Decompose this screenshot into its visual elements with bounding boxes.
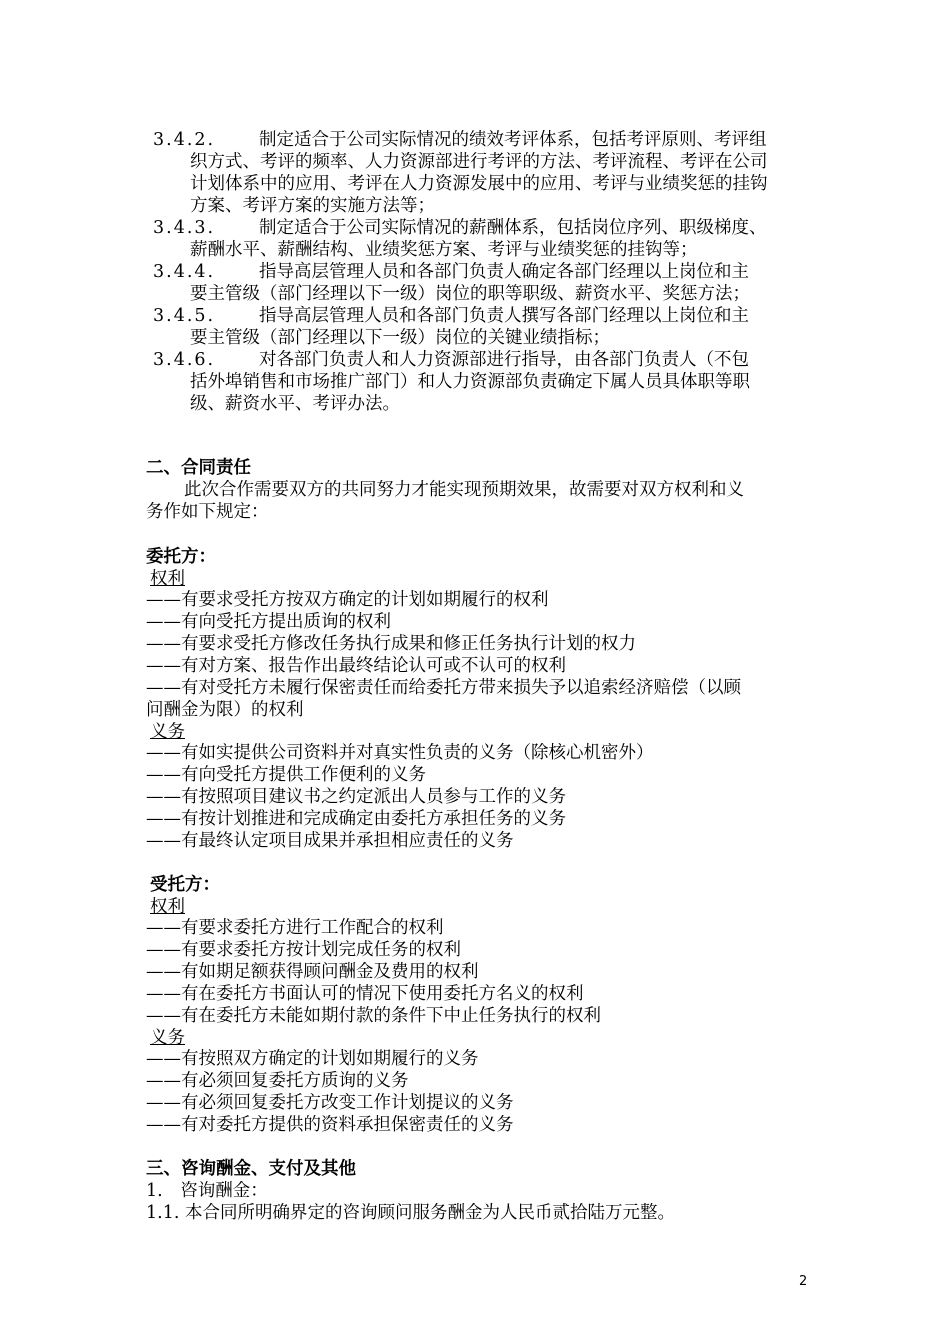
- item-number: 3.4.5.: [153, 306, 216, 326]
- item-text-line: 括外埠销售和市场推广部门）和人力资源部负责确定下属人员具体职等职: [190, 372, 750, 392]
- section-heading: 三、咨询酬金、支付及其他: [146, 1159, 356, 1179]
- list-item: ——有要求委托方按计划完成任务的权利: [146, 940, 461, 960]
- item-text-line: 制定适合于公司实际情况的薪酬体系，包括岗位序列、职级梯度、: [259, 218, 767, 238]
- list-item: ——有对方案、报告作出最终结论认可或不认可的权利: [146, 656, 566, 676]
- duties-label: 义务: [150, 722, 185, 742]
- list-item: ——有在委托方未能如期付款的条件下中止任务执行的权利: [146, 1006, 601, 1026]
- rights-label: 权利: [150, 897, 185, 917]
- list-item: ——有向受托方提供工作便利的义务: [146, 765, 426, 785]
- list-item: ——有按计划推进和完成确定由委托方承担任务的义务: [146, 809, 566, 829]
- item-number: 3.4.3.: [153, 218, 216, 238]
- item-text-line: 对各部门负责人和人力资源部进行指导，由各部门负责人（不包: [259, 350, 749, 370]
- page-number: 2: [799, 1274, 808, 1289]
- list-item: ——有对受托方未履行保密责任而给委托方带来损失予以追索经济赔偿（以顾: [146, 678, 741, 698]
- list-item: ——有必须回复委托方质询的义务: [146, 1071, 409, 1091]
- item-text-line: 制定适合于公司实际情况的绩效考评体系，包括考评原则、考评组: [259, 130, 767, 150]
- item-number: 3.4.6.: [153, 350, 216, 370]
- section-heading: 二、合同责任: [146, 458, 251, 478]
- list-item: ——有要求受托方按双方确定的计划如期履行的权利: [146, 590, 549, 610]
- list-item: ——有按照项目建议书之约定派出人员参与工作的义务: [146, 787, 566, 807]
- list-item: 问酬金为限）的权利: [146, 700, 304, 720]
- item-line: 1. 咨询酬金：: [146, 1181, 268, 1201]
- list-item: ——有最终认定项目成果并承担相应责任的义务: [146, 831, 514, 851]
- rights-label: 权利: [150, 569, 185, 589]
- list-item: ——有必须回复委托方改变工作计划提议的义务: [146, 1093, 514, 1113]
- item-text-line: 指导高层管理人员和各部门负责人撰写各部门经理以上岗位和主: [259, 306, 749, 326]
- list-item: ——有如实提供公司资料并对真实性负责的义务（除核心机密外）: [146, 743, 654, 763]
- intro-line: 务作如下规定：: [146, 502, 269, 522]
- list-item: ——有对委托方提供的资料承担保密责任的义务: [146, 1115, 514, 1135]
- item-text-line: 指导高层管理人员和各部门负责人确定各部门经理以上岗位和主: [259, 262, 749, 282]
- list-item: ——有在委托方书面认可的情况下使用委托方名义的权利: [146, 984, 584, 1004]
- list-item: ——有要求受托方修改任务执行成果和修正任务执行计划的权力: [146, 634, 636, 654]
- list-item: ——有要求委托方进行工作配合的权利: [146, 918, 444, 938]
- item-line: 1.1. 本合同所明确界定的咨询顾问服务酬金为人民币贰拾陆万元整。: [146, 1203, 675, 1223]
- list-item: ——有按照双方确定的计划如期履行的义务: [146, 1049, 479, 1069]
- item-number: 3.4.4.: [153, 262, 216, 282]
- item-number: 3.4.2.: [153, 130, 216, 150]
- client-heading: 委托方：: [146, 547, 216, 567]
- list-item: ——有如期足额获得顾问酬金及费用的权利: [146, 962, 479, 982]
- intro-line: 此次合作需要双方的共同努力才能实现预期效果，故需要对双方权利和义: [184, 480, 744, 500]
- item-text-line: 要主管级（部门经理以下一级）岗位的关键业绩指标；: [190, 328, 610, 348]
- item-text-line: 级、薪资水平、考评办法。: [190, 394, 400, 414]
- item-text-line: 织方式、考评的频率、人力资源部进行考评的方法、考评流程、考评在公司: [190, 152, 768, 172]
- list-item: ——有向受托方提出质询的权利: [146, 612, 391, 632]
- agent-heading: 受托方：: [150, 875, 220, 895]
- duties-label: 义务: [150, 1028, 185, 1048]
- item-text-line: 薪酬水平、薪酬结构、业绩奖惩方案、考评与业绩奖惩的挂钩等；: [190, 240, 698, 260]
- item-text-line: 计划体系中的应用、考评在人力资源发展中的应用、考评与业绩奖惩的挂钩: [190, 174, 768, 194]
- item-text-line: 方案、考评方案的实施方法等；: [190, 196, 435, 216]
- item-text-line: 要主管级（部门经理以下一级）岗位的职等职级、薪资水平、奖惩方法；: [190, 284, 750, 304]
